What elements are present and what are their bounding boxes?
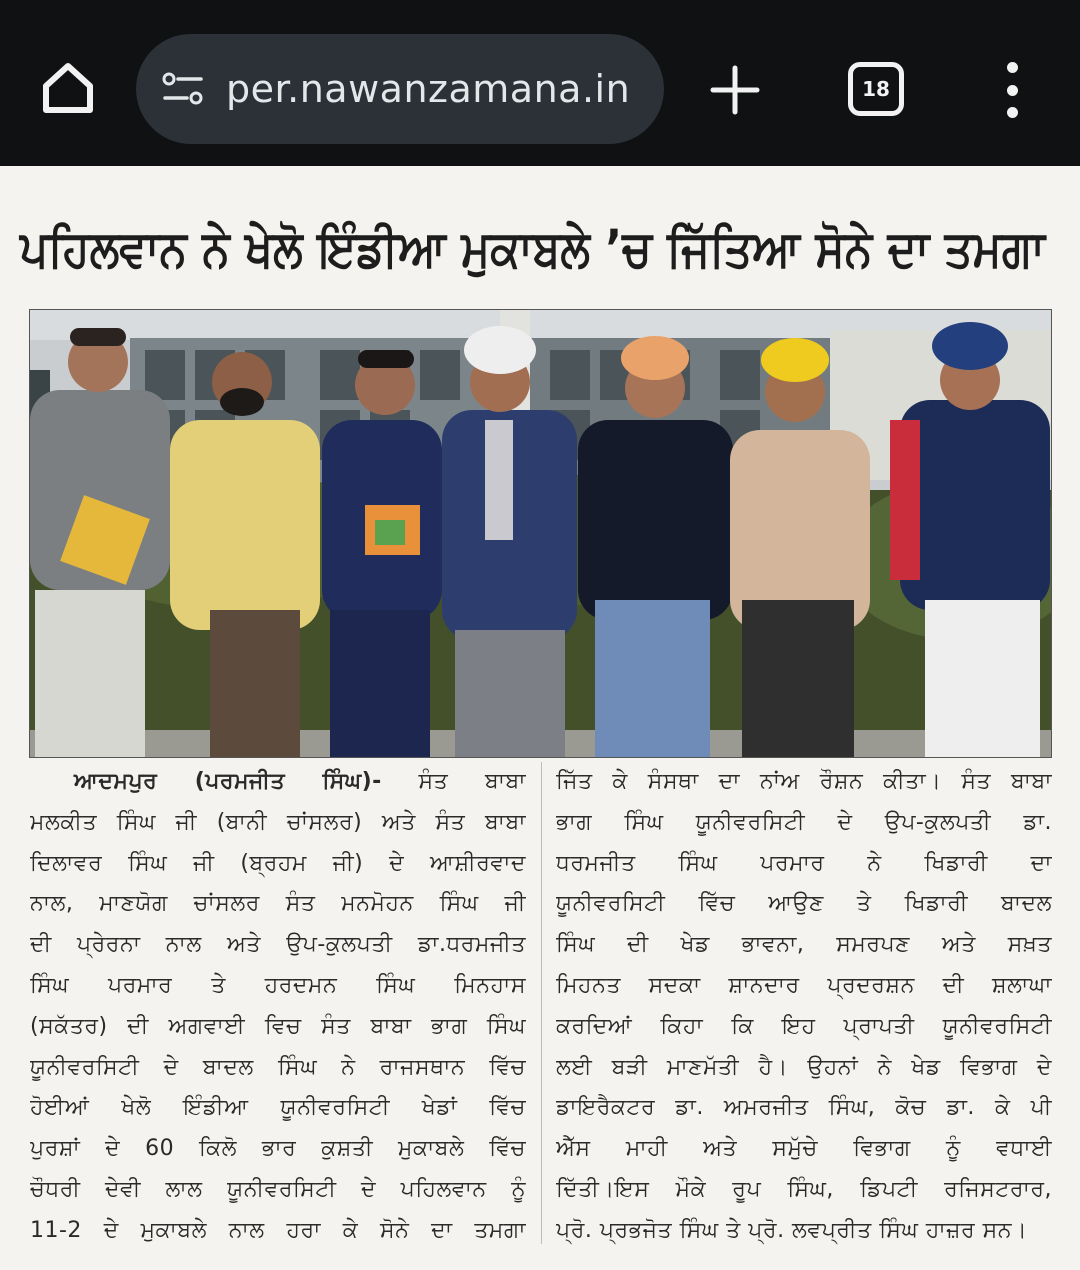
article-line: ਕਰਦਿਆਂ ਕਿਹਾ ਕਿ ਇਹ ਪ੍ਰਾਪਤੀ ਯੂਨੀਵਰਸਿਟੀ xyxy=(556,1013,1052,1039)
article-line: ਧਰਮਜੀਤ ਸਿੰਘ ਪਰਮਾਰ ਨੇ ਖਿਡਾਰੀ ਦਾ xyxy=(556,850,1052,876)
article-headline: ਪਹਿਲਵਾਨ ਨੇ ਖੇਲੋ ਇੰਡੀਆ ਮੁਕਾਬਲੇ ’ਚ ਜਿੱਤਿਆ ਸੋਨੇ ਦਾ ਤਮਗਾ xyxy=(20,220,1045,279)
article-line: ਸਿੰਘ ਪਰਮਾਰ ਤੇ ਹਰਦਮਨ ਸਿੰਘ ਮਿਨਹਾਸ xyxy=(30,972,526,998)
plus-icon xyxy=(709,64,761,116)
newspaper-clipping xyxy=(0,166,1080,1270)
menu-dot xyxy=(1007,85,1018,96)
article-line: ਹੋਈਆਂ ਖੇਲੋ ਇੰਡੀਆ ਯੂਨੀਵਰਸਿਟੀ ਖੇਡਾਂ ਵਿੱਚ xyxy=(30,1095,526,1121)
article-column-right xyxy=(556,762,1052,1252)
article-line: ਦੀ ਪ੍ਰੇਰਨਾ ਨਾਲ ਅਤੇ ਉਪ-ਕੁਲਪਤੀ ਡਾ.ਧਰਮਜੀਤ xyxy=(30,932,526,958)
article-line: (ਸਕੱਤਰ) ਦੀ ਅਗਵਾਈ ਵਿਚ ਸੰਤ ਬਾਬਾ ਭਾਗ ਸਿੰਘ xyxy=(30,1013,526,1039)
tune-icon[interactable] xyxy=(160,69,206,109)
article-line: ਦਿਲਾਵਰ ਸਿੰਘ ਜੀ (ਬ੍ਰਹਮ ਜੀ) ਦੇ ਆਸ਼ੀਰਵਾਦ xyxy=(30,850,526,876)
tab-count: 18 xyxy=(862,77,890,101)
article-column-left xyxy=(30,762,526,1252)
home-icon xyxy=(40,60,96,116)
article-line-text: ਸੰਤ ਬਾਬਾ xyxy=(381,769,526,794)
article-line xyxy=(30,762,526,803)
article-line: ਦਿੱਤੀ।ਇਸ ਮੌਕੇ ਰੂਪ ਸਿੰਘ, ਡਿਪਟੀ ਰਜਿਸਟਰਾਰ, xyxy=(556,1176,1052,1202)
article-line: ਜਿੱਤ ਕੇ ਸੰਸਥਾ ਦਾ ਨਾਂਅ ਰੌਸ਼ਨ ਕੀਤਾ। ਸੰਤ ਬਾਬਾ xyxy=(556,769,1052,794)
home-button[interactable] xyxy=(36,56,100,120)
article-line: ਭਾਗ ਸਿੰਘ ਯੂਨੀਵਰਸਿਟੀ ਦੇ ਉਪ-ਕੁਲਪਤੀ ਡਾ. xyxy=(556,809,1052,835)
article-line: ਡਾਇਰੈਕਟਰ ਡਾ. ਅਮਰਜੀਤ ਸਿੰਘ, ਕੋਚ ਡਾ. ਕੇ ਪੀ xyxy=(556,1095,1052,1121)
new-tab-button[interactable] xyxy=(705,60,765,120)
article-line: ਯੂਨੀਵਰਸਿਟੀ ਦੇ ਬਾਦਲ ਸਿੰਘ ਨੇ ਰਾਜਸਥਾਨ ਵਿੱਚ xyxy=(30,1054,526,1080)
article-body xyxy=(30,762,1052,1262)
article-line: ਯੂਨੀਵਰਸਿਟੀ ਵਿੱਚ ਆਉਣ ਤੇ ਖਿਡਾਰੀ ਬਾਦਲ xyxy=(556,891,1052,917)
news-photo xyxy=(29,309,1052,758)
article-line: ਮਿਹਨਤ ਸਦਕਾ ਸ਼ਾਨਦਾਰ ਪ੍ਰਦਰਸ਼ਨ ਦੀ ਸ਼ਲਾਘਾ xyxy=(556,972,1052,998)
url-text[interactable]: per.nawanzamana.in xyxy=(226,67,631,111)
article-dateline: ਆਦਮਪੁਰ (ਪਰਮਜੀਤ ਸਿੰਘ)- xyxy=(74,769,382,794)
article-line: ਐੱਸ ਮਾਹੀ ਅਤੇ ਸਮੁੱਚੇ ਵਿਭਾਗ ਨੂੰ ਵਧਾਈ xyxy=(556,1136,1052,1162)
tab-switcher-button[interactable] xyxy=(848,62,904,116)
browser-toolbar xyxy=(0,0,1080,166)
article-line: ਪ੍ਰੋ. ਪ੍ਰਭਜੋਤ ਸਿੰਘ ਤੇ ਪ੍ਰੋ. ਲਵਪ੍ਰੀਤ ਸਿੰਘ ਹਾਜ਼ਰ ਸਨ। xyxy=(556,1217,1028,1243)
article-line: 11-2 ਦੇ ਮੁਕਾਬਲੇ ਨਾਲ ਹਰਾ ਕੇ ਸੋਨੇ ਦਾ ਤਮਗਾ xyxy=(30,1217,526,1243)
menu-dot xyxy=(1007,107,1018,118)
column-divider xyxy=(541,762,542,1244)
article-line: ਮਲਕੀਤ ਸਿੰਘ ਜੀ (ਬਾਨੀ ਚਾਂਸਲਰ) ਅਤੇ ਸੰਤ ਬਾਬਾ xyxy=(30,809,526,835)
more-vert-icon[interactable] xyxy=(992,62,1032,118)
article-line: ਚੌਧਰੀ ਦੇਵੀ ਲਾਲ ਯੂਨੀਵਰਸਿਟੀ ਦੇ ਪਹਿਲਵਾਨ ਨੂੰ xyxy=(30,1176,526,1202)
article-line: ਨਾਲ, ਮਾਣਯੋਗ ਚਾਂਸਲਰ ਸੰਤ ਮਨਮੋਹਨ ਸਿੰਘ ਜੀ xyxy=(30,891,526,917)
article-line: ਸਿੰਘ ਦੀ ਖੇਡ ਭਾਵਨਾ, ਸਮਰਪਣ ਅਤੇ ਸਖ਼ਤ xyxy=(556,932,1052,958)
address-bar[interactable] xyxy=(136,34,664,144)
article-line: ਪੁਰਸ਼ਾਂ ਦੇ 60 ਕਿਲੋ ਭਾਰ ਕੁਸ਼ਤੀ ਮੁਕਾਬਲੇ ਵਿੱਚ xyxy=(30,1136,526,1162)
menu-dot xyxy=(1007,62,1018,73)
article-line: ਲਈ ਬੜੀ ਮਾਣਮੱਤੀ ਹੈ। ਉਹਨਾਂ ਨੇ ਖੇਡ ਵਿਭਾਗ ਦੇ xyxy=(556,1054,1052,1080)
